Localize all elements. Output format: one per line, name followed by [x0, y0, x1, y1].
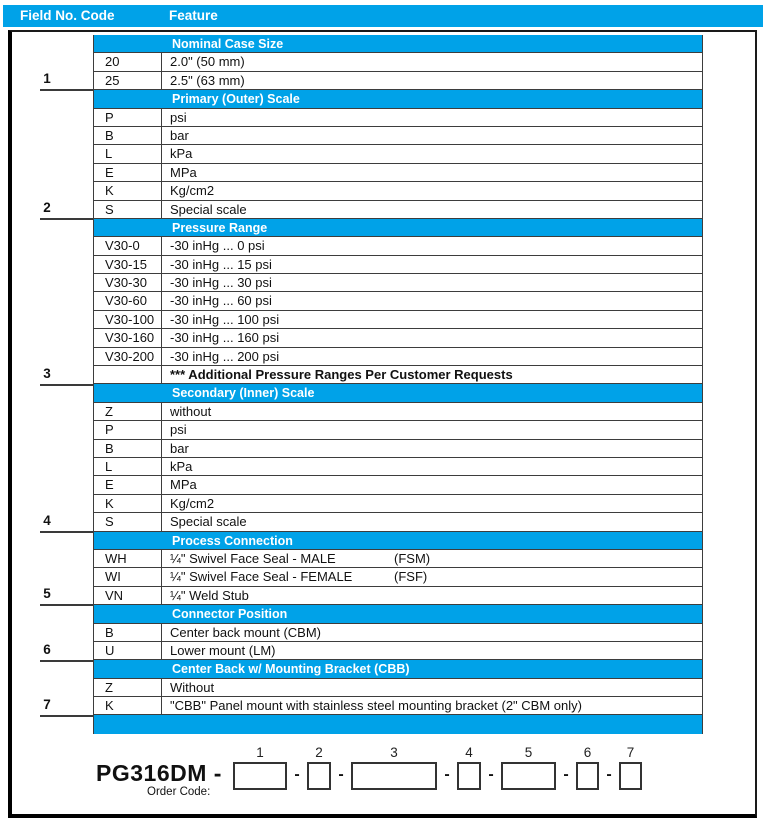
code-cell: V30-200	[94, 348, 162, 365]
order-code-dash: -	[563, 766, 569, 783]
order-code-dash: -	[444, 766, 450, 783]
empty-accent-bar	[94, 715, 702, 733]
code-cell: V30-60	[94, 292, 162, 309]
feature-text: -30 inHg ... 100 psi	[170, 311, 280, 327]
feature-cell	[162, 256, 702, 273]
feature-cell	[162, 587, 702, 604]
field-number-line	[40, 660, 93, 662]
feature-text: bar	[170, 440, 189, 456]
feature-cell	[162, 109, 702, 126]
feature-text: MPa	[170, 477, 197, 493]
feature-table	[93, 35, 703, 734]
feature-text: "CBB" Panel mount with stainless steel mounting bracket (2" CBM only)	[170, 698, 582, 714]
code-cell: B	[94, 440, 162, 457]
feature-cell	[162, 72, 702, 89]
feature-cell	[162, 679, 702, 696]
feature-text: Kg/cm2	[170, 495, 215, 511]
feature-cell	[162, 642, 702, 659]
table-row	[94, 256, 702, 274]
section-header: Secondary (Inner) Scale	[94, 384, 702, 402]
code-cell: P	[94, 109, 162, 126]
feature-note: (FSF)	[394, 569, 428, 585]
code-cell: L	[94, 458, 162, 475]
table-row	[94, 550, 702, 568]
feature-text: kPa	[170, 146, 193, 162]
table-row	[94, 72, 702, 90]
table-row	[94, 201, 702, 219]
order-code-box-3	[351, 762, 437, 790]
field-number: 1	[43, 71, 51, 87]
code-cell: WH	[94, 550, 162, 567]
order-code-field-4	[457, 746, 481, 790]
order-code-box-4	[457, 762, 481, 790]
field-number: 3	[43, 365, 51, 381]
order-box-number: 6	[583, 745, 592, 760]
table-row	[94, 440, 702, 458]
order-code-separator	[556, 746, 576, 790]
code-cell	[94, 366, 162, 383]
order-code-field-5	[501, 746, 556, 790]
feature-text: -30 inHg ... 200 psi	[170, 348, 280, 364]
code-cell: E	[94, 476, 162, 493]
feature-cell	[162, 292, 702, 309]
order-box-number: 5	[524, 745, 533, 760]
feature-text: -30 inHg ... 0 psi	[170, 238, 265, 254]
order-box-number: 3	[390, 745, 398, 760]
order-code-row	[233, 746, 642, 790]
table-row	[94, 182, 702, 200]
feature-cell	[162, 201, 702, 218]
feature-cell	[162, 329, 702, 346]
field-number-line	[40, 89, 93, 91]
code-cell: V30-15	[94, 256, 162, 273]
code-cell: 25	[94, 72, 162, 89]
table-row	[94, 274, 702, 292]
feature-text: -30 inHg ... 30 psi	[170, 275, 272, 291]
feature-cell	[162, 145, 702, 162]
section-header: Nominal Case Size	[94, 35, 702, 53]
code-cell: K	[94, 182, 162, 199]
code-cell: L	[94, 145, 162, 162]
feature-text: *** Additional Pressure Ranges Per Customer Requests	[170, 367, 513, 383]
feature-text: without	[170, 403, 212, 419]
code-cell: B	[94, 624, 162, 641]
section-header: Primary (Outer) Scale	[94, 90, 702, 108]
order-code-prefix: PG316DM -	[96, 760, 222, 786]
feature-cell	[162, 164, 702, 181]
field-number-line	[40, 218, 93, 220]
order-code-field-6	[576, 746, 599, 790]
table-row	[94, 403, 702, 421]
field-number: 4	[43, 512, 51, 528]
table-row	[94, 458, 702, 476]
feature-cell	[162, 458, 702, 475]
feature-column-label: Feature	[169, 8, 218, 23]
feature-text: psi	[170, 422, 187, 438]
feature-cell	[162, 274, 702, 291]
field-number: 6	[43, 641, 51, 657]
section-header: Center Back w/ Mounting Bracket (CBB)	[94, 660, 702, 678]
code-cell: VN	[94, 587, 162, 604]
table-row	[94, 237, 702, 255]
feature-cell	[162, 476, 702, 493]
feature-cell	[162, 440, 702, 457]
feature-cell	[162, 237, 702, 254]
table-row	[94, 697, 702, 715]
code-cell: K	[94, 697, 162, 714]
feature-text: -30 inHg ... 15 psi	[170, 256, 272, 272]
order-code-separator	[331, 746, 351, 790]
order-code-box-5	[501, 762, 556, 790]
code-cell: Z	[94, 679, 162, 696]
field-number: 7	[43, 696, 51, 712]
table-row	[94, 145, 702, 163]
table-row	[94, 311, 702, 329]
table-row	[94, 53, 702, 71]
table-row	[94, 366, 702, 384]
order-code-box-1	[233, 762, 287, 790]
order-code-box-2	[307, 762, 331, 790]
feature-text: Lower mount (LM)	[170, 642, 276, 658]
feature-cell	[162, 182, 702, 199]
code-cell: V30-160	[94, 329, 162, 346]
feature-text: 2.0" (50 mm)	[170, 54, 245, 70]
field-number-line	[40, 715, 93, 717]
feature-cell	[162, 513, 702, 530]
code-cell: Z	[94, 403, 162, 420]
feature-text: -30 inHg ... 60 psi	[170, 293, 272, 309]
table-row	[94, 568, 702, 586]
field-number: 5	[43, 586, 51, 602]
order-code-field-2	[307, 746, 331, 790]
section-header: Process Connection	[94, 532, 702, 550]
feature-text: -30 inHg ... 160 psi	[170, 330, 280, 346]
field-no-code-column-label: Field No. Code	[20, 8, 115, 23]
order-code-field-3	[351, 746, 437, 790]
table-row	[94, 348, 702, 366]
feature-text: ¼" Swivel Face Seal - FEMALE	[170, 569, 353, 585]
feature-cell	[162, 568, 702, 585]
order-box-number: 1	[256, 745, 264, 760]
feature-text: Kg/cm2	[170, 183, 215, 199]
feature-text: 2.5" (63 mm)	[170, 72, 245, 88]
feature-cell	[162, 495, 702, 512]
table-row	[94, 513, 702, 531]
order-code-separator	[481, 746, 501, 790]
code-cell: WI	[94, 568, 162, 585]
section-header: Pressure Range	[94, 219, 702, 237]
table-row	[94, 292, 702, 310]
column-header-bar	[3, 5, 763, 27]
field-number-line	[40, 604, 93, 606]
feature-cell	[162, 421, 702, 438]
code-cell: V30-100	[94, 311, 162, 328]
feature-cell	[162, 403, 702, 420]
order-code-field-7	[619, 746, 642, 790]
code-cell: P	[94, 421, 162, 438]
code-cell: V30-30	[94, 274, 162, 291]
table-row	[94, 624, 702, 642]
code-cell: S	[94, 513, 162, 530]
code-cell: U	[94, 642, 162, 659]
feature-cell	[162, 697, 702, 714]
feature-cell	[162, 53, 702, 70]
order-code-dash: -	[488, 766, 494, 783]
order-code-box-7	[619, 762, 642, 790]
order-code-label: Order Code:	[147, 786, 211, 798]
order-code-separator	[437, 746, 457, 790]
feature-text: Center back mount (CBM)	[170, 624, 321, 640]
table-row	[94, 587, 702, 605]
order-code-dash: -	[606, 766, 612, 783]
feature-text: bar	[170, 127, 189, 143]
table-row	[94, 329, 702, 347]
field-number: 2	[43, 200, 51, 215]
table-row	[94, 476, 702, 494]
feature-cell	[162, 550, 702, 567]
feature-text: Special scale	[170, 514, 247, 530]
order-code-field-1	[233, 746, 287, 790]
order-box-number: 2	[315, 745, 323, 760]
table-row	[94, 642, 702, 660]
feature-cell	[162, 311, 702, 328]
table-row	[94, 421, 702, 439]
feature-cell	[162, 348, 702, 365]
feature-text: ¼" Swivel Face Seal - MALE	[170, 550, 336, 566]
table-row	[94, 164, 702, 182]
order-code-box-6	[576, 762, 599, 790]
order-box-number: 7	[626, 745, 635, 760]
table-row	[94, 109, 702, 127]
order-code-dash: -	[294, 766, 300, 783]
feature-cell	[162, 624, 702, 641]
field-number-line	[40, 384, 93, 386]
code-cell: S	[94, 201, 162, 218]
feature-text: Special scale	[170, 201, 247, 217]
feature-text: ¼" Weld Stub	[170, 587, 249, 603]
code-cell: E	[94, 164, 162, 181]
code-cell: V30-0	[94, 237, 162, 254]
feature-text: psi	[170, 109, 187, 125]
feature-text: MPa	[170, 164, 197, 180]
order-code-separator	[287, 746, 307, 790]
order-box-number: 4	[465, 745, 473, 760]
feature-cell	[162, 366, 702, 383]
feature-cell	[162, 127, 702, 144]
feature-note: (FSM)	[394, 550, 431, 566]
code-cell: 20	[94, 53, 162, 70]
feature-text: Without	[170, 679, 215, 695]
field-number-line	[40, 531, 93, 533]
code-cell: K	[94, 495, 162, 512]
order-code-dash: -	[338, 766, 344, 783]
code-cell: B	[94, 127, 162, 144]
table-row	[94, 679, 702, 697]
table-row	[94, 495, 702, 513]
order-code-separator	[599, 746, 619, 790]
feature-text: kPa	[170, 458, 193, 474]
section-header: Connector Position	[94, 605, 702, 623]
table-row	[94, 127, 702, 145]
